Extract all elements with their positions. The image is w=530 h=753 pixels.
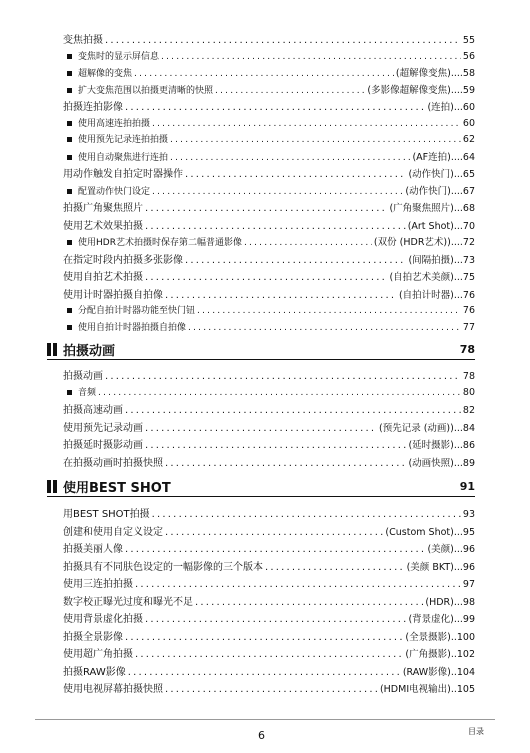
toc-entry-page: (超解像变焦)....58 bbox=[395, 68, 475, 79]
leader-dots bbox=[188, 323, 461, 333]
toc-entry-title: 使用背景虚化拍摄 bbox=[63, 614, 143, 625]
toc-entry-title: 使用自拍计时器拍摄自拍像 bbox=[78, 322, 187, 333]
toc-entry[interactable] bbox=[63, 419, 475, 437]
leader-dots bbox=[195, 597, 423, 608]
leader-dots bbox=[165, 527, 383, 538]
toc-subentry[interactable] bbox=[63, 65, 475, 82]
toc-entry-page: 78 bbox=[462, 371, 475, 382]
section-page-number: 78 bbox=[459, 342, 475, 356]
leader-dots bbox=[145, 440, 406, 451]
toc-entry-page: (美颜 BKT)...96 bbox=[406, 561, 475, 573]
toc-entry-title: 在拍摄动画时拍摄快照 bbox=[63, 457, 163, 469]
toc-link[interactable]: 目录 bbox=[468, 727, 484, 736]
toc-subentry[interactable] bbox=[63, 132, 475, 149]
toc-entry-page: (连拍)...60 bbox=[427, 102, 475, 113]
page-number: 6 bbox=[258, 729, 265, 742]
leader-dots bbox=[170, 153, 410, 163]
section-heading-movie[interactable] bbox=[47, 339, 475, 359]
toc-subentry[interactable] bbox=[63, 82, 475, 99]
toc-entry-title: 使用自动聚焦进行连拍 bbox=[78, 152, 169, 163]
toc-entry-page: 93 bbox=[462, 509, 475, 520]
toc-entry-title: 拍摄高速动画 bbox=[63, 405, 123, 416]
toc-entry-title: 扩大变焦范围以拍摄更清晰的快照 bbox=[78, 85, 214, 96]
toc-entry[interactable] bbox=[63, 286, 475, 304]
toc-entry-title: 变焦时的显示屏信息 bbox=[78, 51, 160, 62]
footer-divider bbox=[35, 719, 495, 720]
toc-entry-page: 55 bbox=[462, 35, 475, 46]
toc-entry[interactable] bbox=[63, 217, 475, 235]
toc-entry-page: 97 bbox=[462, 579, 475, 590]
toc-entry-page: (Custom Shot)...95 bbox=[385, 526, 475, 538]
toc-entry-page: (动画快照)...89 bbox=[408, 457, 475, 469]
leader-dots bbox=[145, 423, 377, 434]
leader-dots bbox=[152, 509, 461, 520]
toc-entry[interactable] bbox=[63, 165, 475, 183]
leader-dots bbox=[152, 187, 403, 197]
section-rule bbox=[47, 359, 475, 360]
toc-entry-page: (延时摄影)...86 bbox=[408, 440, 475, 451]
leader-dots bbox=[145, 272, 387, 283]
toc-entry-page: (间隔拍摄)...73 bbox=[408, 254, 475, 266]
toc-entry-title: 变焦拍摄 bbox=[63, 35, 103, 46]
toc-entry-page: (自拍计时器)...76 bbox=[398, 289, 475, 301]
toc-entry-title: 使用三连拍拍摄 bbox=[63, 579, 133, 590]
toc-entry[interactable] bbox=[63, 628, 475, 646]
bullet-icon bbox=[67, 240, 72, 245]
toc-entry[interactable] bbox=[63, 645, 475, 663]
toc-entry-title: 拍摄广角聚焦照片 bbox=[63, 203, 143, 214]
toc-entry-title: 拍摄连拍影像 bbox=[63, 102, 123, 113]
toc-entry-title: 使用计时器拍摄自拍像 bbox=[63, 289, 163, 301]
toc-entry-page: (动作快门)....67 bbox=[405, 185, 475, 197]
toc-entry-title: 拍摄RAW影像 bbox=[63, 666, 126, 678]
toc-list-shooting bbox=[63, 31, 475, 336]
toc-entry-page: (双份 (HDR艺术))....72 bbox=[373, 237, 475, 248]
toc-entry-title: 配置动作快门设定 bbox=[78, 186, 151, 197]
toc-entry-title: 使用超广角拍摄 bbox=[63, 649, 133, 660]
toc-entry[interactable] bbox=[63, 680, 475, 698]
toc-entry-title: 数字校正曝光过度和曝光不足 bbox=[63, 596, 193, 608]
leader-dots bbox=[145, 203, 387, 214]
toc-entry-page: (美颜)...96 bbox=[427, 544, 475, 555]
toc-entry[interactable] bbox=[63, 593, 475, 611]
toc-subentry[interactable] bbox=[63, 320, 475, 337]
leader-dots bbox=[145, 614, 406, 625]
leader-dots bbox=[185, 255, 406, 266]
toc-list-best-shot bbox=[63, 505, 475, 698]
bullet-icon bbox=[67, 189, 72, 194]
toc-entry-page: 56 bbox=[462, 50, 475, 62]
toc-entry-page: 76 bbox=[462, 305, 475, 316]
section-marker-icon bbox=[47, 343, 57, 356]
leader-dots bbox=[165, 458, 406, 469]
leader-dots bbox=[215, 86, 365, 96]
toc-entry[interactable] bbox=[63, 575, 475, 593]
toc-entry-page: 82 bbox=[462, 405, 475, 416]
leader-dots bbox=[135, 649, 403, 660]
toc-entry-page: 62 bbox=[462, 134, 475, 145]
leader-dots bbox=[134, 69, 394, 79]
leader-dots bbox=[165, 290, 397, 301]
toc-entry-page: 77 bbox=[462, 321, 475, 333]
toc-subentry[interactable] bbox=[63, 49, 475, 66]
toc-entry[interactable] bbox=[63, 31, 475, 49]
toc-entry-title: 使用预先记录连拍拍摄 bbox=[78, 135, 169, 145]
toc-entry[interactable] bbox=[63, 505, 475, 523]
toc-entry[interactable] bbox=[63, 540, 475, 558]
toc-entry-title: 拍摄延时摄影动画 bbox=[63, 440, 143, 451]
leader-dots bbox=[165, 684, 378, 695]
toc-entry-page: (广角聚焦照片)...68 bbox=[389, 203, 475, 214]
toc-entry-page: (AF连拍)....64 bbox=[412, 151, 475, 163]
toc-entry-title: 使用高速连拍拍摄 bbox=[78, 118, 151, 129]
bullet-icon bbox=[67, 308, 72, 313]
toc-entry-title: 拍摄具有不同肤色设定的一幅影像的三个版本 bbox=[63, 561, 263, 573]
toc-entry[interactable] bbox=[63, 199, 475, 217]
bullet-icon bbox=[67, 88, 72, 93]
toc-entry[interactable] bbox=[63, 367, 475, 385]
toc-entry[interactable] bbox=[63, 610, 475, 628]
toc-entry-page: (广角摄影)..102 bbox=[405, 649, 475, 660]
bullet-icon bbox=[67, 121, 72, 126]
leader-dots bbox=[105, 35, 461, 46]
toc-entry-page: (RAW影像)..104 bbox=[402, 666, 475, 678]
section-rule bbox=[47, 496, 475, 497]
leader-dots bbox=[185, 169, 406, 180]
toc-entry-title: 拍摄美丽人像 bbox=[63, 544, 123, 555]
toc-entry-page: (HDR)...98 bbox=[425, 596, 475, 608]
toc-entry-title: 用BEST SHOT拍摄 bbox=[63, 509, 150, 520]
toc-entry-title: 使用自拍艺术拍摄 bbox=[63, 272, 143, 283]
section-marker-icon bbox=[47, 480, 57, 493]
section-title: 使用BEST SHOT bbox=[63, 480, 171, 496]
toc-subentry[interactable] bbox=[63, 234, 475, 251]
toc-entry[interactable] bbox=[63, 558, 475, 576]
toc-entry-page: (预先记录 (动画))...84 bbox=[379, 422, 475, 434]
leader-dots bbox=[105, 371, 461, 382]
toc-entry-page: (全景摄影)..100 bbox=[405, 631, 475, 643]
leader-dots bbox=[125, 632, 403, 643]
toc-entry-title: 音频 bbox=[78, 387, 97, 398]
toc-entry-title: 拍摄全景影像 bbox=[63, 631, 123, 643]
leader-dots bbox=[125, 102, 425, 113]
leader-dots bbox=[125, 544, 425, 555]
toc-entry[interactable] bbox=[63, 663, 475, 681]
toc-subentry[interactable] bbox=[63, 385, 475, 402]
toc-entry[interactable] bbox=[63, 401, 475, 419]
section-page-number: 91 bbox=[459, 479, 475, 493]
bullet-icon bbox=[67, 71, 72, 76]
toc-entry-title: 用动作触发自拍定时器操作 bbox=[63, 169, 183, 180]
section-heading-best-shot[interactable] bbox=[47, 476, 475, 496]
toc-entry-title: 拍摄动画 bbox=[63, 371, 103, 382]
toc-subentry[interactable] bbox=[63, 116, 475, 133]
bullet-icon bbox=[67, 390, 72, 395]
toc-subentry[interactable] bbox=[63, 149, 475, 166]
leader-dots bbox=[98, 388, 461, 398]
toc-entry[interactable] bbox=[63, 251, 475, 269]
toc-entry-title: 超解像的变焦 bbox=[78, 69, 133, 79]
toc-entry-page: (动作快门)...65 bbox=[408, 169, 475, 180]
toc-entry-title: 使用艺术效果拍摄 bbox=[63, 220, 143, 232]
leader-dots bbox=[135, 579, 461, 590]
toc-entry-page: (背景虚化)...99 bbox=[408, 614, 475, 625]
toc-entry-title: 使用HDR艺术拍摄时保存第二幅普通影像 bbox=[78, 238, 242, 248]
bullet-icon bbox=[67, 155, 72, 160]
toc-entry-title: 使用预先记录动画 bbox=[63, 422, 143, 434]
leader-dots bbox=[161, 52, 461, 62]
toc-entry-page: 80 bbox=[462, 386, 475, 398]
toc-entry[interactable] bbox=[63, 268, 475, 286]
toc-entry-title: 创建和使用自定义设定 bbox=[63, 526, 163, 538]
toc-entry[interactable] bbox=[63, 523, 475, 541]
toc-entry-page: (Art Shot)...70 bbox=[407, 220, 475, 232]
leader-dots bbox=[128, 667, 401, 678]
leader-dots bbox=[265, 562, 405, 573]
toc-entry[interactable] bbox=[63, 98, 475, 116]
toc-entry-page: (多影像超解像变焦)....59 bbox=[367, 84, 475, 96]
leader-dots bbox=[145, 221, 406, 232]
toc-subentry[interactable] bbox=[63, 303, 475, 320]
leader-dots bbox=[170, 135, 461, 145]
bullet-icon bbox=[67, 54, 72, 59]
toc-entry[interactable] bbox=[63, 454, 475, 472]
bullet-icon bbox=[67, 325, 72, 330]
leader-dots bbox=[152, 119, 461, 129]
toc-subentry[interactable] bbox=[63, 183, 475, 200]
toc-entry-page: (自拍艺术美颜)...75 bbox=[389, 272, 475, 283]
toc-entry-page: (HDMI电视输出)..105 bbox=[379, 684, 475, 695]
toc-entry-title: 使用电视屏幕拍摄快照 bbox=[63, 684, 163, 695]
leader-dots bbox=[125, 405, 461, 416]
toc-list-movie bbox=[63, 367, 475, 471]
toc-entry-title: 在指定时段内拍摄多张影像 bbox=[63, 254, 183, 266]
leader-dots bbox=[244, 238, 372, 248]
bullet-icon bbox=[67, 137, 72, 142]
leader-dots bbox=[197, 306, 461, 316]
toc-entry-page: 60 bbox=[462, 117, 475, 129]
toc-entry[interactable] bbox=[63, 436, 475, 454]
toc-entry-title: 分配自拍计时器功能至快门钮 bbox=[78, 306, 196, 316]
section-title: 拍摄动画 bbox=[63, 343, 116, 359]
